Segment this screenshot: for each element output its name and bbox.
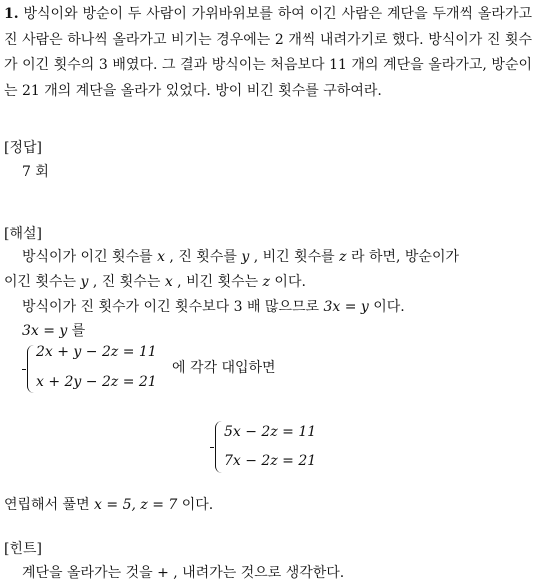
solution-label: [해설] xyxy=(4,226,42,242)
system1-note: 에 각각 대입하면 xyxy=(172,360,276,376)
problem-text: 방식이와 방순이 두 사람이 가위바위보를 하여 이긴 사람은 계단을 두개씩 올라가고 진 사람은 하나씩 올라가고 비기는 경우에는 2 개씩 내려가기로 했다. 방식이가 진 횟수가 이긴 횟수의 3 배였다. 그 결과 방식이는 처음보다 11 개의 계단을 올라가고, 방순이는 21 개의 계단을 올라가 있었다. 방이 비긴 횟수를 구하여라. xyxy=(4,6,532,99)
solution-line-2: 이긴 횟수는 y , 진 횟수는 x , 비긴 횟수는 z 이다. xyxy=(4,274,306,290)
system2-eq1: 5x − 2z = 11 xyxy=(224,424,317,440)
answer-label: [정답] xyxy=(4,140,42,156)
solution-line-4: 3x = y 를 xyxy=(22,323,86,339)
system-brace-1 xyxy=(27,345,34,393)
hint-text: 계단을 올라가는 것을 + , 내려가는 것으로 생각한다. xyxy=(22,565,345,581)
system1-eq2: x + 2y − 2z = 21 xyxy=(36,374,157,390)
solution-line-1: 방식이가 이긴 횟수를 x , 진 횟수를 y , 비긴 횟수를 z 라 하면, 방순이가 xyxy=(22,249,459,265)
solution-line-3: 방식이가 진 횟수가 이긴 횟수보다 3 배 많으므로 3x = y 이다. xyxy=(22,299,405,315)
system-brace-2 xyxy=(215,421,222,473)
system-brace-1-tip xyxy=(22,369,26,370)
solution-conclusion: 연립해서 풀면 x = 5, z = 7 이다. xyxy=(4,497,214,513)
system-brace-2-tip xyxy=(210,447,214,448)
system1-eq1: 2x + y − 2z = 11 xyxy=(36,344,157,360)
hint-label: [힌트] xyxy=(4,541,42,557)
problem-number: 1. xyxy=(4,6,19,22)
system2-eq2: 7x − 2z = 21 xyxy=(224,453,317,469)
answer-value: 7 회 xyxy=(22,164,49,180)
problem-statement xyxy=(4,2,532,104)
